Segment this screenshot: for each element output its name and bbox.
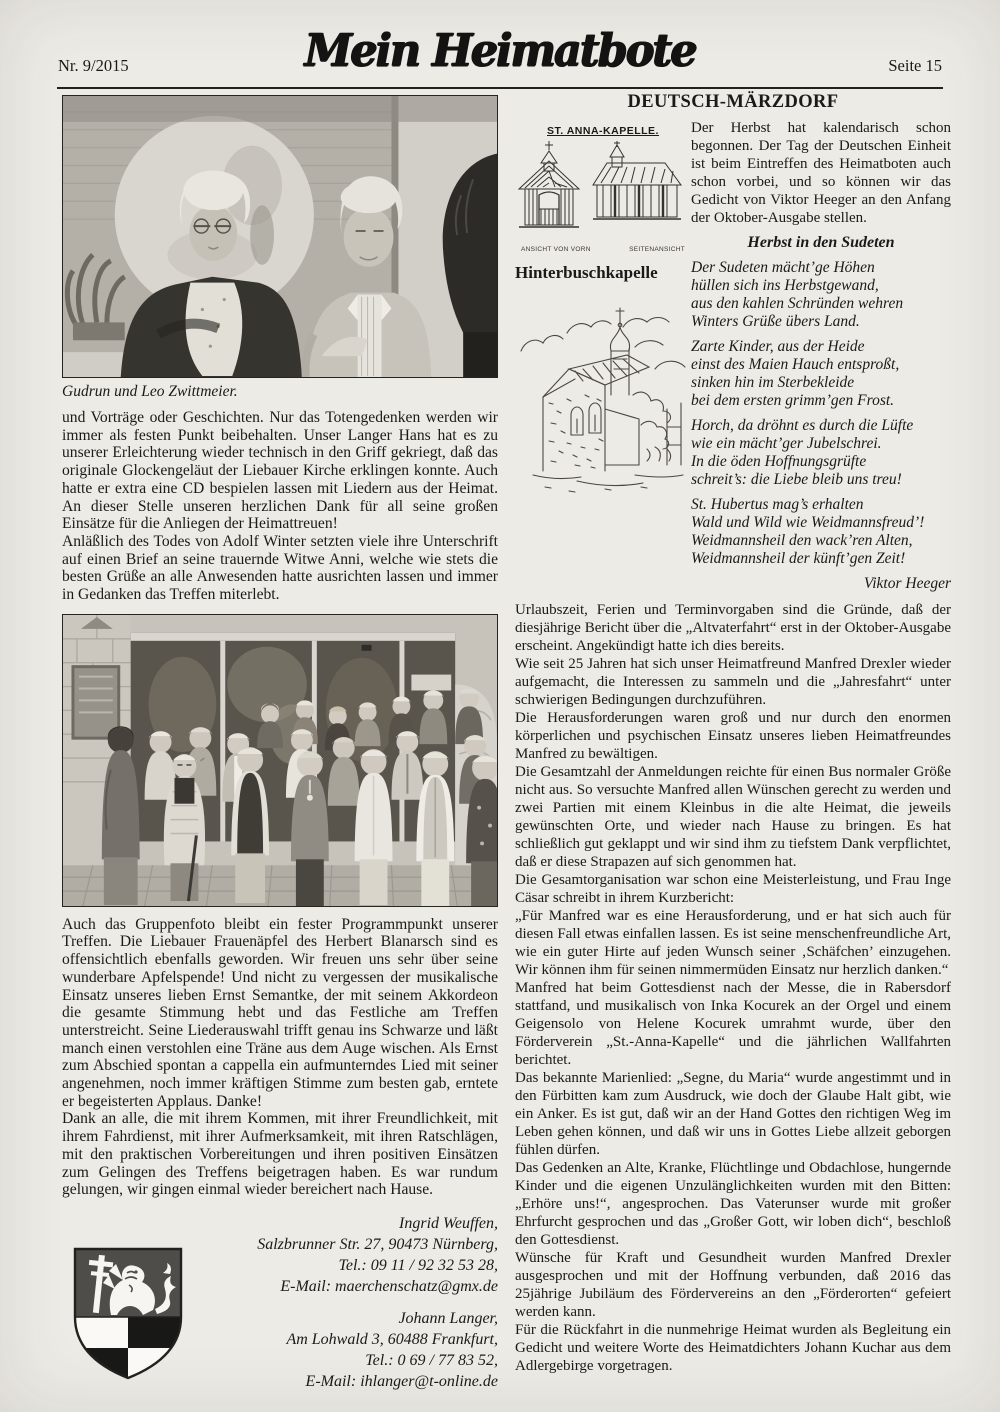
article-paragraph: Urlaubszeit, Ferien und Terminvorgaben sind die Gründe, daß der diesjährige Bericht über die „Altvaterfahrt“ erst in der Oktober-Ausgabe erscheint. Angekündigt hatte ich dies bereits. [515,602,951,654]
article-paragraph: Die Gesamtorganisation war schon eine Meisterleistung, und Frau Inge Cäsar schreibt in ihrem Kurzbericht: [515,872,951,906]
article-paragraph: Wie seit 25 Jahren hat sich unser Heimatfreund Manfred Drexler wieder aufgemacht, die Interessen zu sammeln und die „Jahresfahrt“ unter schwierigen Bedingungen durchzuführen. [515,656,951,708]
poem-line: einst des Maien Hauch entsproßt, [691,356,900,373]
poem-line: Zarte Kinder, aus der Heide [691,338,865,355]
poem-line: Der Sudeten mächt’ge Höhen [691,259,875,276]
article-paragraph: „Für Manfred war es eine Herausforderung, und er hat sich auch für diesen Fall etwas einfallen lassen. Es ist seine menschenfreundliche Art, wie ein guter Hirte auf jeden Wunsch seiner ‚Schäfchen’ einzugehen. Wir können ihm für seinen nimmermüden Einsatz nur herzlich danken.“ [515,908,951,978]
article-paragraph: Die Gesamtzahl der Anmeldungen reichte für einen Bus normaler Größe nicht aus. So versuchte Manfred allen Wünschen gerecht zu werden und zwei Partien mit einem Kleinbus in die alte Heimat, die jeweils gewünschten Orte, und wieder nach Hause zu bringen. Es hat schließlich gut geklappt und wir sind ihm zu tiefstem Dank verpflichtet, daß er diese Strapazen auf sich genommen hat. [515,764,951,870]
chapel-sketch [515,299,691,511]
article-paragraph: Auch das Gruppenfoto bleibt ein fester Programmpunkt unserer Treffen. Die Liebauer Frauenäpfel des Herbert Blanarsch sind es offensichtlich ebenfalls geworden. Wir freuen uns sehr über seine wunderbare Apfelspende! Und nicht zu vergessen der musikalische Einsatz unseres lieben Ernst Semantke, der mit seinem Akkordeon die gesamte Stimmung hebt und das Festliche am Treffen unterstreicht. Seine Liederauswahl trifft genau ins Schwarze und läßt manch einen verstohlen eine Träne aus dem Auge wischen. Als Ernst zum Abschied spontan a cappella ein aufmunterndes Lied mit seiner angenehmen, noch immer kräftigen Stimme zum besten gab, erntete er begeisterten Applaus. Danke! [62,915,498,1110]
chapel-title: ST. ANNA-KAPELLE. [547,125,659,137]
contact-line: Am Lohwald 3, 60488 Frankfurt, [286,1330,498,1348]
contact-line: E-Mail: ihlanger@t-online.de [305,1372,498,1390]
poem-line: Weidmannsheil den wack’ren Alten, [691,532,913,549]
poem-line: aus den kahlen Schründen wehren [691,295,904,312]
poem-line: bei dem ersten grimm’gen Frost. [691,392,895,409]
article-paragraph: Für die Rückfahrt in die nunmehrige Heimat wurden als Begleitung ein Gedicht und weitere Worte des Heimatdichters Johann Kuchar aus dem Adlergebirge vorgetragen. [515,1322,951,1374]
chapel-caption: Hinterbuschkapelle [515,263,658,282]
poem-line: Horch, da dröhnt es durch die Lüfte [691,417,914,434]
photo-group [62,614,498,907]
contact-line: Tel.: 0 69 / 77 83 52, [365,1351,498,1369]
contact-line: Salzbrunner Str. 27, 90473 Nürnberg, [257,1235,498,1253]
article-paragraph: Manfred hat beim Gottesdienst nach der Messe, die in Rabersdorf stattfand, und musikalisch von Inka Kocurek an der Orgel und einem Geigensolo von Helene Kocurek umrahmt wurde, über den Förderverein „St.-Anna-Kapelle“ und die jährlichen Wallfahrten berichtet. [515,980,951,1068]
article-paragraph: Das Gedenken an Alte, Kranke, Flüchtlinge und Obdachlose, hungernde Kinder und die eigenen Unzulänglichkeiten wurden mit den Bitten: „Erhöre uns!“, angesprochen. Das Vaterunser wurde mit großer Ehrfurcht gesprochen und das „Großer Gott, wir loben dich“, beschloß den Gottesdienst. [515,1160,951,1248]
article-intro: Der Herbst hat kalendarisch schon begonnen. Der Tag der Deutschen Einheit ist beim Eintreffen des Heimatboten auch schon vorbei, und so können wir das Gedicht von Viktor Heeger an den Anfang der Oktober-Ausgabe stellen. [691,120,951,226]
contact-line: Tel.: 09 11 / 92 32 53 28, [338,1256,498,1274]
photo-group-image [63,615,497,906]
masthead-title: Mein Heimatbote [304,25,696,77]
poem-line: Wald und Wild wie Weidmannsfreud’! [691,514,925,531]
article-headline: DEUTSCH-MÄRZDORF [627,92,839,112]
chapel-illustrations [515,119,691,569]
contact-line: Johann Langer, [398,1309,498,1327]
photo-couple-image [63,96,497,377]
article-paragraph: und Vorträge oder Geschichten. Nur das Totengedenken werden wir immer als festen Punkt beibehalten. Unser Langer Hans hat es zu unserer Erleichterung wieder technisch in den Griff gekriegt, daß das originale Glockengeläut der Liebauer Kirche erklingen konnte. Auch hatte er extra eine CD bespielen lassen mit Liedern aus der Heimat. An dieser Stelle unseren herzlichen Dank für all seine großen Einsätze für die Anliegen der Heimattreuen! [62,409,498,533]
header-rule [57,87,943,89]
right-column [515,92,951,1375]
poem-line: schreit’s: die Liebe bleib uns treu! [691,471,902,488]
issue-number: Nr. 9/2015 [58,56,129,75]
photo-couple-caption: Gudrun und Leo Zwittmeier. [62,383,238,400]
article-paragraph: Anläßlich des Todes von Adolf Winter setzten viele ihre Unterschrift auf einen Brief an seine trauernde Witwe Anni, welche wie stets die besten Grüße an alle Anwesenden hatte ausrichten lassen und immer in Gedanken das Treffen miterlebt. [62,532,498,604]
poem-line: wie ein mächt’ger Jubelschrei. [691,435,882,452]
chapel-view-front-label: ANSICHT VON VORN [521,246,591,253]
article-paragraph: Das bekannte Marienlied: „Segne, du Maria“ wurde angestimmt und in den Fürbitten kam zum Ausdruck, wie doch der Glaube Halt gibt, wie ein Anker. Es ist gut, daß wir an der Hand Gottes den richtigen Weg im Leben gehen können, und daß wir uns in Gottes Liebe allzeit geborgen fühlen dürfen. [515,1070,951,1158]
left-column [62,95,498,1403]
chapel-drawing [515,139,683,241]
coat-of-arms [64,1243,192,1385]
contact-line: Ingrid Weuffen, [399,1214,498,1232]
poem-line: In die öden Hoffnungsgrüfte [691,453,867,470]
photo-couple [62,95,498,378]
article-paragraph: Wünsche für Kraft und Gesundheit wurden Manfred Drexler ausgesprochen und mit der Hoffnung verbunden, daß 2016 das 25jährige Jubiläum des Fördervereins an den „Förderorten“ gefeiert werden kann. [515,1250,951,1320]
poem-line: hüllen sich ins Herbstgewand, [691,277,879,294]
poem-line: St. Hubertus mag’s erhalten [691,496,864,513]
poem-line: Weidmannsheil der künft’gen Zeit! [691,550,906,567]
poem-line: Winters Grüße übers Land. [691,313,860,330]
poem-title: Herbst in den Sudeten [747,234,895,251]
article-paragraph: Dank an alle, die mit ihrem Kommen, mit ihrer Freundlichkeit, mit ihrem Fahrdienst, mit ihrer Aufmerksamkeit, mit ihren Ratschlägen, mit den praktischen Vorbereitungen und ihren positiven Einsätzen zum Gelingen des Treffens beigetragen haben. Es war rundum gelungen, wir gingen einmal wieder bereichert nach Hause. [62,1110,498,1199]
poem-author: Viktor Heeger [863,575,951,592]
page-number: Seite 15 [888,56,942,75]
article-paragraph: Die Herausforderungen waren groß und nur durch den enormen körperlichen und psychischen Einsatz unseres lieben Heimatfreundes Manfred zu bewältigen. [515,710,951,762]
poem-line: sinken hin im Sterbekleide [691,374,855,391]
chapel-view-side-label: SEITENANSICHT [629,246,685,253]
article-body [515,593,951,1375]
contact-line: E-Mail: maerchenschatz@gmx.de [280,1277,498,1295]
contact-block [62,1213,498,1392]
